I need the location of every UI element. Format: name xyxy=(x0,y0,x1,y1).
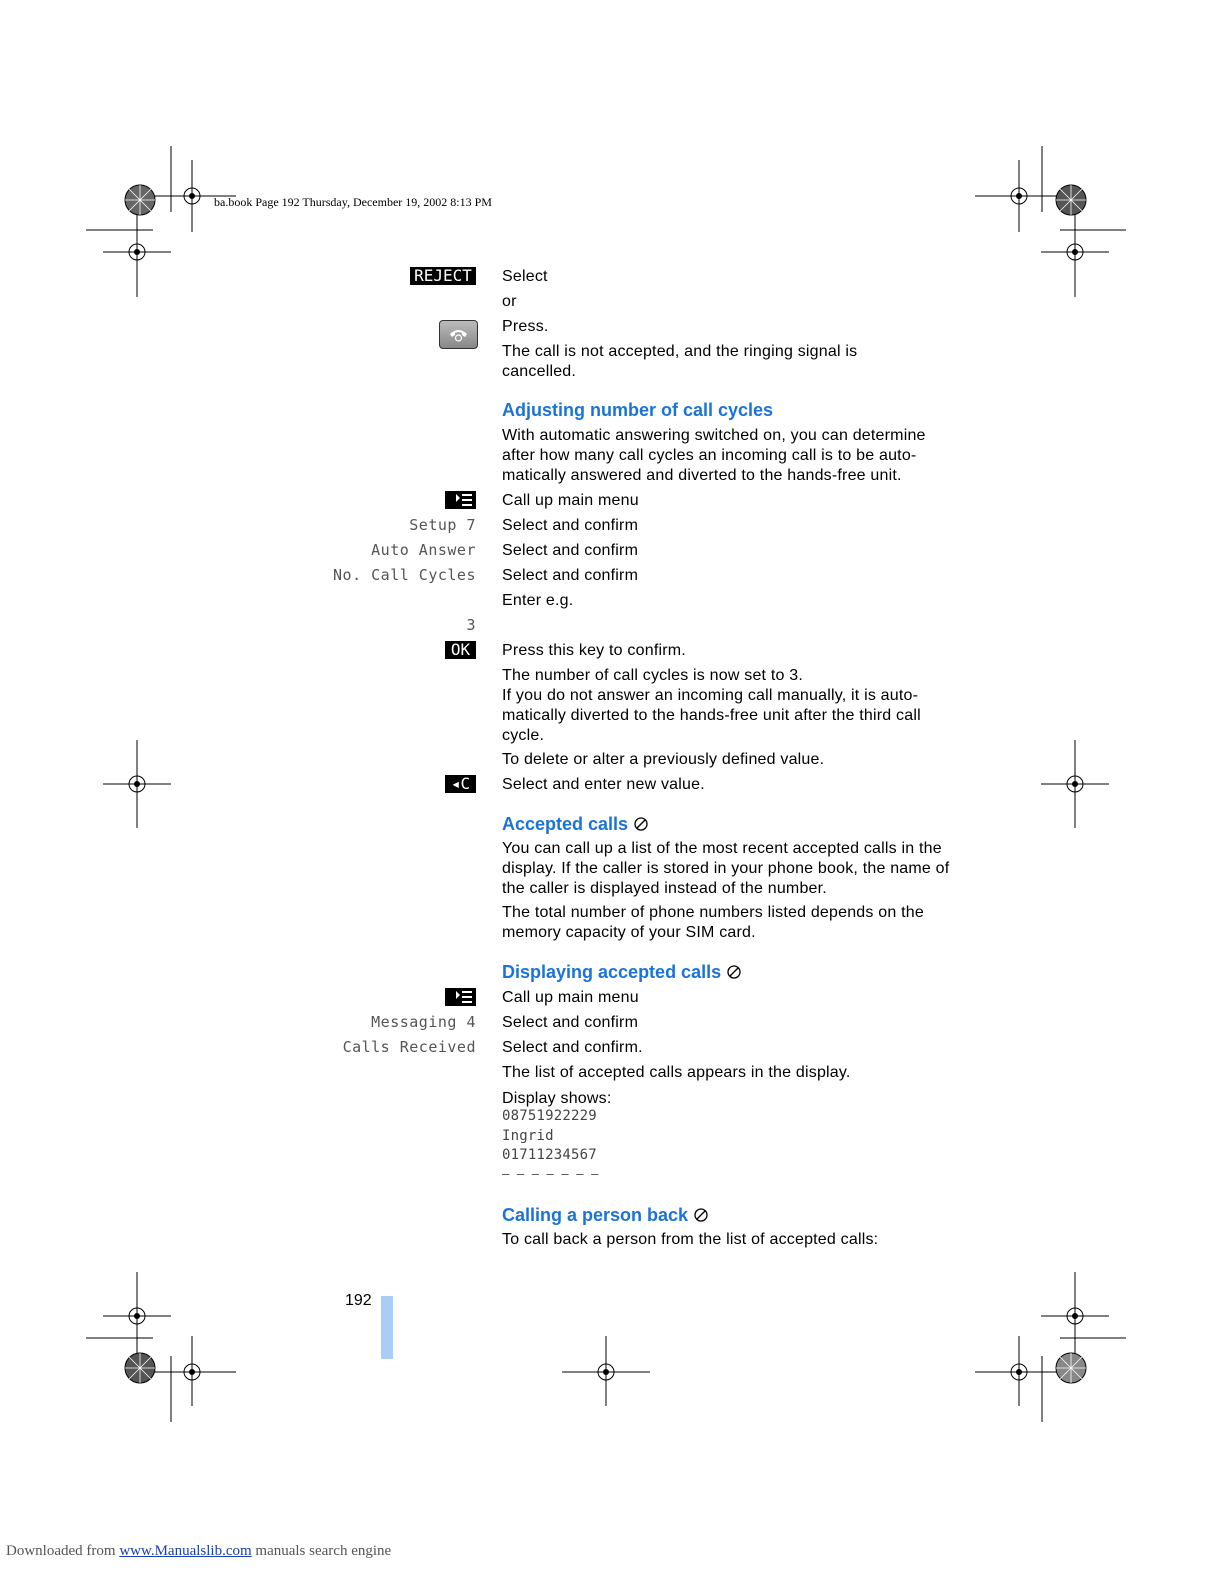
menu-softkey-icon xyxy=(445,988,476,1006)
label-auto-answer: Auto Answer xyxy=(371,541,476,559)
reject-softkey: REJECT xyxy=(410,267,476,285)
clear-softkey: ◂C xyxy=(445,775,476,793)
cycles-step-menu: Call up main menu xyxy=(502,492,639,509)
call-cycles-intro: With automatic answering switched on, you can determine after how many call cycles an incoming call is to be auto-matically answered and diverted to the hands-free unit. xyxy=(502,427,926,484)
display-shows: Display shows: xyxy=(502,1090,612,1107)
display-step-3: Select and confirm. xyxy=(502,1039,643,1056)
print-header: ba.book Page 192 Thursday, December 19, 2002 8:13 PM xyxy=(214,195,492,209)
display-step-menu: Call up main menu xyxy=(502,989,639,1006)
accepted-p2: The total number of phone numbers listed depends on the memory capacity of your SIM card. xyxy=(502,904,924,941)
heading-call-cycles: Adjusting number of call cycles xyxy=(502,400,774,420)
cycles-step-6: Press this key to confirm. xyxy=(502,642,686,659)
phone-dial-icon xyxy=(633,816,649,832)
label-no-call-cycles: No. Call Cycles xyxy=(333,566,476,584)
ok-softkey: OK xyxy=(445,641,476,659)
label-setup: Setup 7 xyxy=(409,516,476,534)
cycles-step-5: Enter e.g. xyxy=(502,592,574,609)
page-bar xyxy=(381,1296,393,1359)
accepted-p1: You can call up a list of the most recent accepted calls in the display. If the caller is stored in your phone book, the name of the caller is displayed instead of the number. xyxy=(502,840,950,897)
list-note: The list of accepted calls appears in the display. xyxy=(502,1064,851,1081)
delete-note: To delete or alter a previously defined value. xyxy=(502,751,825,768)
not-accepted-text: The call is not accepted, and the ringing signal is cancelled. xyxy=(502,343,858,380)
heading-accepted-calls xyxy=(502,813,649,835)
heading-accepted-calls-text: Accepted calls xyxy=(502,814,629,834)
step-or: or xyxy=(502,293,517,310)
cycles-step-3: Select and confirm xyxy=(502,542,639,559)
heading-calling-back-text: Calling a person back xyxy=(502,1205,689,1225)
display-entry: 01711234567 xyxy=(502,1147,597,1163)
heading-displaying-accepted xyxy=(502,961,742,983)
cycles-step-4: Select and confirm xyxy=(502,567,639,584)
download-footer xyxy=(6,1543,391,1560)
callback-p1: To call back a person from the list of accepted calls: xyxy=(502,1231,879,1248)
heading-displaying-accepted-text: Displaying accepted calls xyxy=(502,962,722,982)
phone-dial-icon xyxy=(726,964,742,980)
phone-dial-icon xyxy=(693,1207,709,1223)
display-entry: Ingrid xyxy=(502,1128,554,1144)
heading-calling-back xyxy=(502,1204,709,1226)
display-step-2: Select and confirm xyxy=(502,1014,639,1031)
cycles-step-2: Select and confirm xyxy=(502,517,639,534)
label-messaging: Messaging 4 xyxy=(371,1013,476,1031)
manualslib-link[interactable]: www.Manualslib.com xyxy=(119,1543,252,1559)
footer-prefix: Downloaded from xyxy=(6,1543,120,1559)
cycles-result: The number of call cycles is now set to 3. xyxy=(502,667,803,684)
footer-suffix: manuals search engine xyxy=(251,1543,392,1559)
page-number: 192 xyxy=(345,1292,372,1309)
end-call-key-icon xyxy=(439,320,478,349)
step-press: Press. xyxy=(502,318,549,335)
display-entry: – – – – – – – xyxy=(502,1167,599,1181)
label-calls-received: Calls Received xyxy=(342,1038,476,1056)
delete-step: Select and enter new value. xyxy=(502,776,705,793)
display-entry: 08751922229 xyxy=(502,1108,597,1124)
cycles-result-2: If you do not answer an incoming call manually, it is auto-matically diverted to the hands-free unit after the third call cycle. xyxy=(502,687,921,744)
menu-softkey-icon xyxy=(445,491,476,509)
step-select: Select xyxy=(502,268,548,285)
label-digit: 3 xyxy=(466,616,476,634)
